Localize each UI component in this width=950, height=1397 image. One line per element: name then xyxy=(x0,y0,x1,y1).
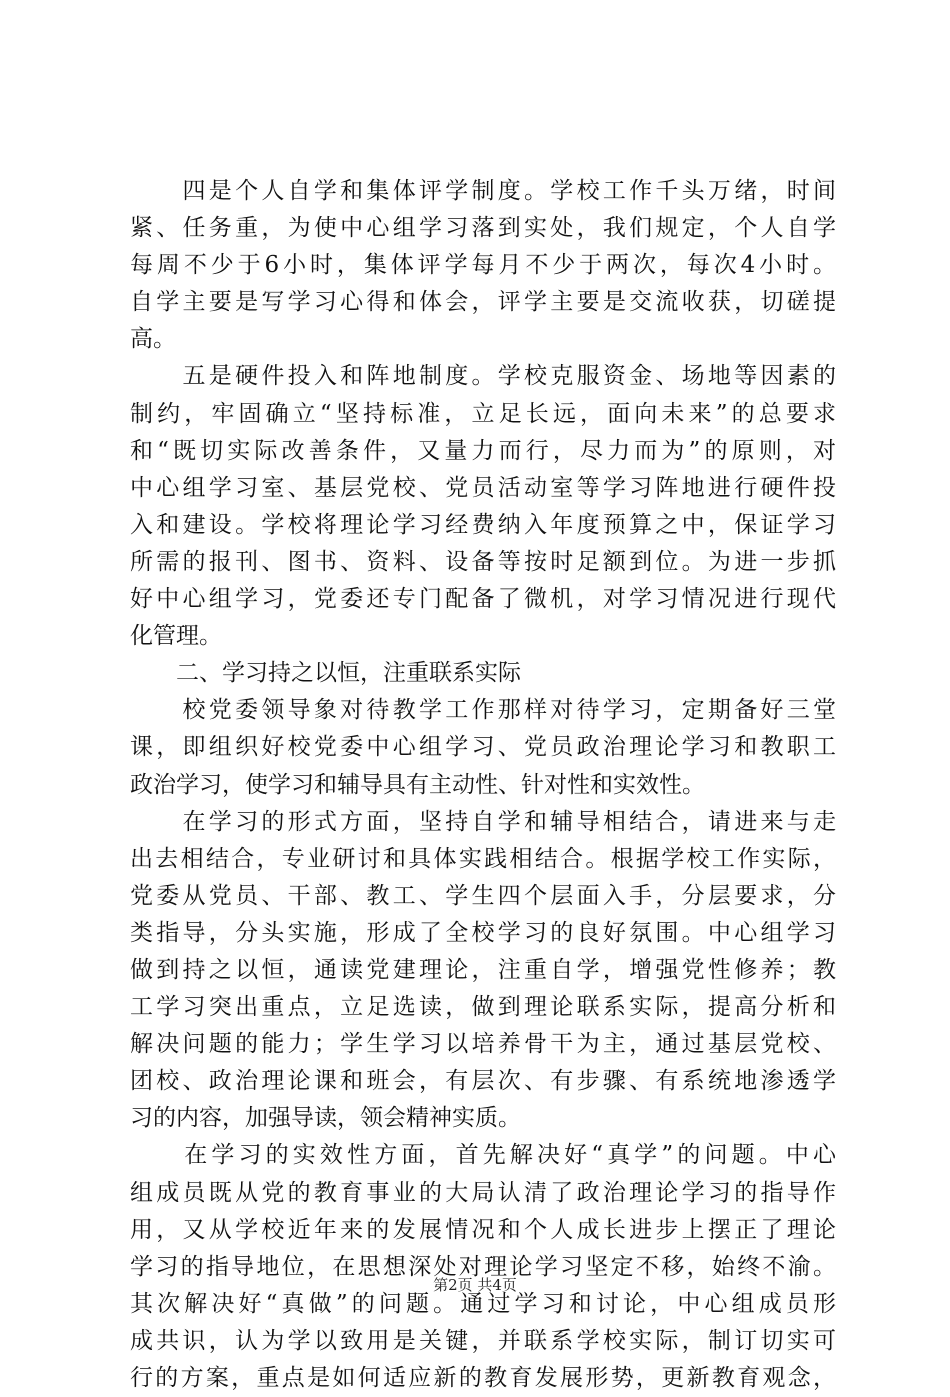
text-line: 其次解决好“真做”的问题。通过学习和讨论，中心组成员形 xyxy=(130,1290,836,1317)
text-line: 在学习的实效性方面，首先解决好“真学”的问题。中心 xyxy=(130,1142,836,1169)
text-line: 自学主要是写学习心得和体会，评学主要是交流收获，切磋提 xyxy=(130,289,836,316)
text-line: 习的内容，加强导读，领会精神实质。 xyxy=(130,1105,521,1132)
text-line: 校党委领导象对待教学工作那样对待学习，定期备好三堂 xyxy=(130,697,836,724)
text-line: 每周不少于6小时，集体评学每月不少于两次，每次4小时。 xyxy=(130,252,836,279)
text-line: 政治学习，使学习和辅导具有主动性、针对性和实效性。 xyxy=(130,771,705,798)
text-line: 二、学习持之以恒，注重联系实际 xyxy=(130,660,521,687)
text-line: 入和建设。学校将理论学习经费纳入年度预算之中，保证学习 xyxy=(130,511,836,538)
text-line: 学习的指导地位，在思想深处对理论学习坚定不移，始终不渝。 xyxy=(130,1253,836,1280)
text-line: 出去相结合，专业研讨和具体实践相结合。根据学校工作实际， xyxy=(130,845,836,872)
text-line: 解决问题的能力；学生学习以培养骨干为主，通过基层党校、 xyxy=(130,1031,836,1058)
text-line: 课，即组织好校党委中心组学习、党员政治理论学习和教职工 xyxy=(130,734,836,761)
text-line: 制约，牢固确立“坚持标准，立足长远，面向未来”的总要求 xyxy=(130,400,836,427)
text-line: 党委从党员、干部、教工、学生四个层面入手，分层要求，分 xyxy=(130,882,836,909)
page-footer: 第2页 共4页 xyxy=(433,1276,517,1294)
document-body xyxy=(130,173,836,1397)
text-line: 团校、政治理论课和班会，有层次、有步骤、有系统地渗透学 xyxy=(130,1068,836,1095)
text-line: 工学习突出重点，立足选读，做到理论联系实际，提高分析和 xyxy=(130,994,836,1021)
text-line: 五是硬件投入和阵地制度。学校克服资金、场地等因素的 xyxy=(130,363,836,390)
text-line: 和“既切实际改善条件，又量力而行，尽力而为”的原则，对 xyxy=(130,437,836,464)
text-line: 所需的报刊、图书、资料、设备等按时足额到位。为进一步抓 xyxy=(130,548,836,575)
text-line: 高。 xyxy=(130,326,176,353)
text-line: 好中心组学习，党委还专门配备了微机，对学习情况进行现代 xyxy=(130,586,836,613)
text-line: 成共识，认为学以致用是关键，并联系学校实际，制订切实可 xyxy=(130,1327,836,1354)
text-line: 做到持之以恒，通读党建理论，注重自学，增强党性修养；教 xyxy=(130,956,836,983)
text-line: 四是个人自学和集体评学制度。学校工作千头万绪，时间 xyxy=(130,178,836,204)
text-line: 化管理。 xyxy=(130,623,222,650)
text-line: 在学习的形式方面，坚持自学和辅导相结合，请进来与走 xyxy=(130,808,836,835)
text-line: 中心组学习室、基层党校、党员活动室等学习阵地进行硬件投 xyxy=(130,474,836,501)
text-line: 组成员既从党的教育事业的大局认清了政治理论学习的指导作 xyxy=(130,1179,836,1206)
text-line: 用，又从学校近年来的发展情况和个人成长进步上摆正了理论 xyxy=(130,1216,836,1243)
text-line: 行的方案，重点是如何适应新的教育发展形势，更新教育观念， xyxy=(130,1365,836,1391)
text-line: 紧、任务重，为使中心组学习落到实处，我们规定，个人自学 xyxy=(130,215,836,242)
text-line: 类指导，分头实施，形成了全校学习的良好氛围。中心组学习 xyxy=(130,919,836,946)
